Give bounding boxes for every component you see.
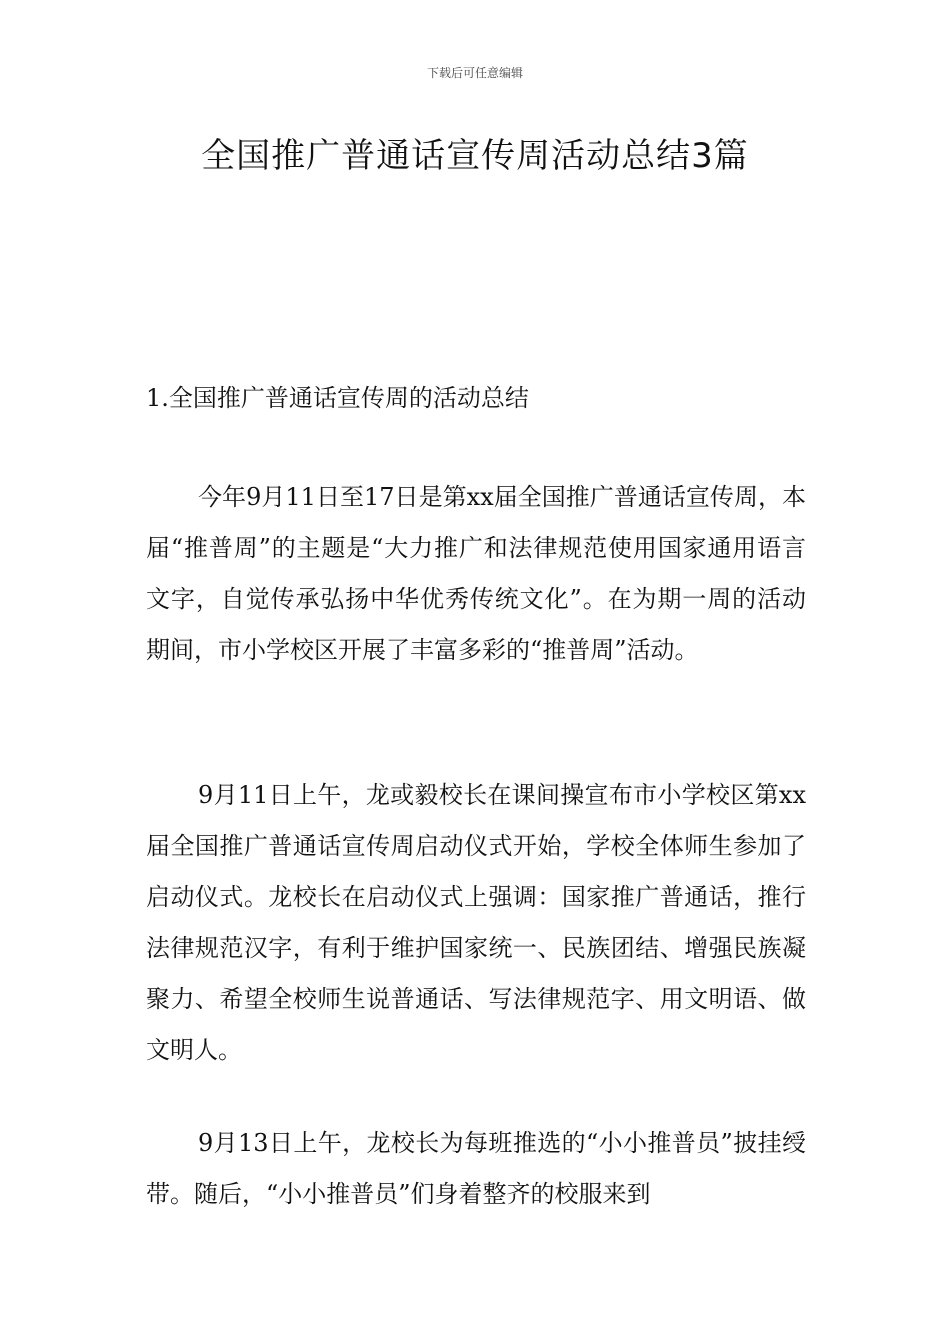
section-heading: 1.全国推广普通话宣传周的活动总结	[146, 384, 529, 412]
paragraph-3	[146, 1118, 806, 1220]
paragraph-2	[146, 770, 806, 1076]
document-title: 全国推广普通话宣传周活动总结3篇	[201, 136, 749, 176]
header-note: 下载后可任意编辑	[426, 66, 523, 80]
paragraph-1-text: 今年9月11日至17日是第xx届全国推广普通话宣传周，本届“推普周”的主题是“大力推广和法律规范使用国家通用语言文字，自觉传承弘扬中华优秀传统文化”。在为期一周的活动期间，市小学校区开展了丰富多彩的“推普周”活动。	[146, 483, 806, 664]
paragraph-1	[146, 472, 806, 676]
paragraph-2-text: 9月11日上午，龙或毅校长在课间操宣布市小学校区第xx届全国推广普通话宣传周启动仪式开始，学校全体师生参加了启动仪式。龙校长在启动仪式上强调：国家推广普通话，推行法律规范汉字，有利于维护国家统一、民族团结、增强民族凝聚力、希望全校师生说普通话、写法律规范字、用文明语、做文明人。	[146, 781, 806, 1064]
paragraph-3-text: 9月13日上午，龙校长为每班推选的“小小推普员”披挂绶带。随后，“小小推普员”们身着整齐的校服来到	[146, 1129, 806, 1208]
